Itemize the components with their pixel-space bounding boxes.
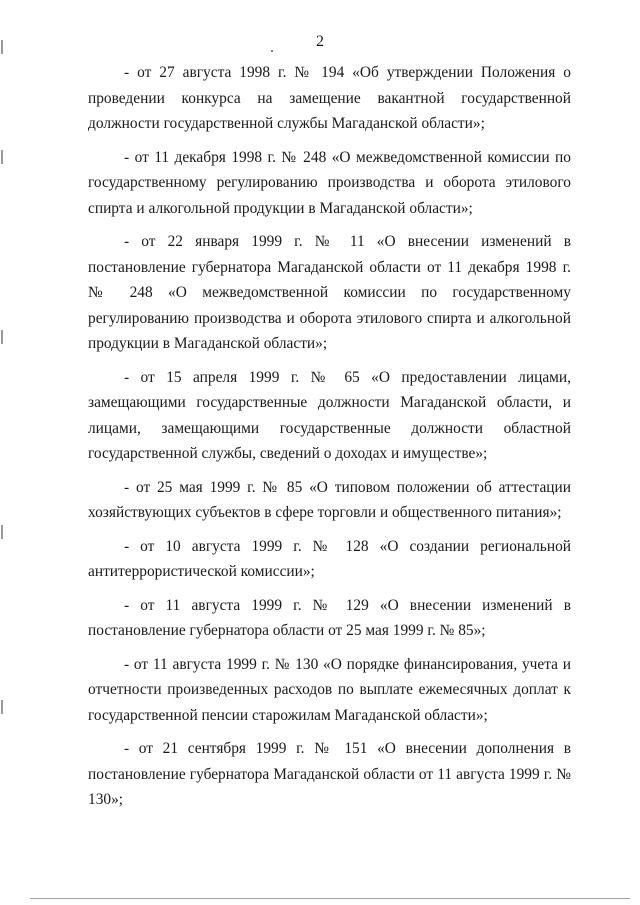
scan-edge-mark bbox=[1, 700, 3, 714]
list-item: - от 15 апреля 1999 г. № 65 «О предоставлении лицами, замещающими государственные должности Магаданской области, и лицами, замещающими государственные должности областной государственной службы, сведений о доходах и имуществе»; bbox=[88, 368, 571, 462]
list-item: - от 11 августа 1999 г. № 130 «О порядке финансирования, учета и отчетности произведенных расходов по выплате ежемесячных доплат к государственной пенсии старожилам Магаданской области»; bbox=[88, 655, 571, 724]
list-item: - от 22 января 1999 г. № 11 «О внесении изменений в постановление губернатора Магаданской области от 11 декабря 1998 г. № 248 «О межведомственной комиссии по государственному регулированию производства и оборота этилового спирта и алкогольной продукции в Магаданской области»; bbox=[88, 233, 571, 352]
list-item: - от 27 августа 1998 г. № 194 «Об утверждении Положения о проведении конкурса на замещение вакантной государственной должности государственной службы Магаданской области»; bbox=[88, 64, 571, 132]
scan-edge-mark bbox=[1, 150, 3, 164]
list-item: - от 11 декабря 1998 г. № 248 «О межведомственной комиссии по государственному регулированию производства и оборота этилового спирта и алкогольной продукции в Магаданской области»; bbox=[88, 148, 571, 217]
page-number: 2 bbox=[316, 33, 324, 50]
document-body bbox=[88, 60, 571, 821]
scan-edge-mark bbox=[1, 330, 3, 344]
list-item: - от 21 сентября 1999 г. № 151 «О внесении дополнения в постановление губернатора Магаданской области от 11 августа 1999 г. № 130»; bbox=[88, 740, 571, 808]
scan-bottom-edge bbox=[30, 898, 630, 899]
scan-edge-mark bbox=[1, 525, 3, 539]
scan-speck bbox=[271, 50, 273, 52]
scan-edge-mark bbox=[1, 40, 3, 54]
list-item: - от 11 августа 1999 г. № 129 «О внесении изменений в постановление губернатора области от 25 мая 1999 г. № 85»; bbox=[88, 596, 571, 639]
list-item: - от 25 мая 1999 г. № 85 «О типовом положении об аттестации хозяйствующих субъектов в сфере торговли и общественного питания»; bbox=[88, 478, 571, 521]
list-item: - от 10 августа 1999 г. № 128 «О создании региональной антитеррористической комиссии»; bbox=[88, 537, 571, 580]
